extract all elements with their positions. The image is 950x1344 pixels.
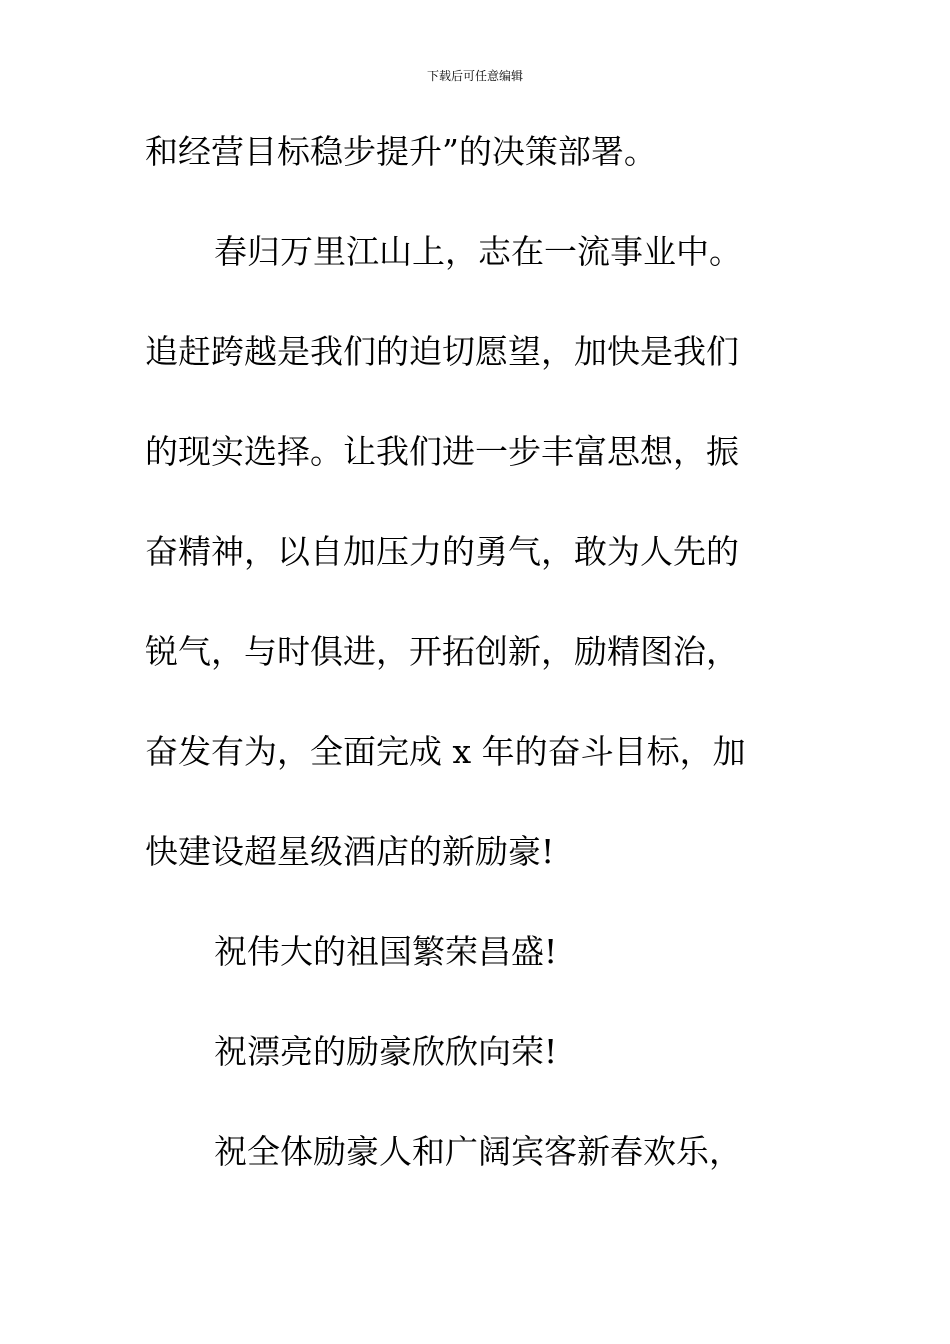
- text-line-9: 祝伟大的祖国繁荣昌盛!: [214, 932, 558, 971]
- text-line-5: 奋精神，以自加压力的勇气，敢为人先的: [145, 532, 739, 571]
- text-line-6: 锐气，与时俱进，开拓创新，励精图治，: [145, 632, 739, 671]
- text-line-11: 祝全体励豪人和广阔宾客新春欢乐，: [214, 1132, 742, 1171]
- text-line-1: 和经营目标稳步提升”的决策部署。: [145, 132, 657, 171]
- text-line-3: 追赶跨越是我们的迫切愿望，加快是我们: [145, 332, 739, 371]
- text-line-10: 祝漂亮的励豪欣欣向荣!: [214, 1032, 558, 1071]
- text-line-8: 快建设超星级酒店的新励豪!: [145, 832, 555, 871]
- text-line-4: 的现实选择。让我们进一步丰富思想，振: [145, 432, 739, 471]
- text-line-2: 春归万里江山上，志在一流事业中。: [214, 232, 742, 271]
- header-note: 下载后可任意编辑: [426, 69, 523, 83]
- text-line-7: 奋发有为，全面完成 x 年的奋斗目标，加: [145, 732, 746, 771]
